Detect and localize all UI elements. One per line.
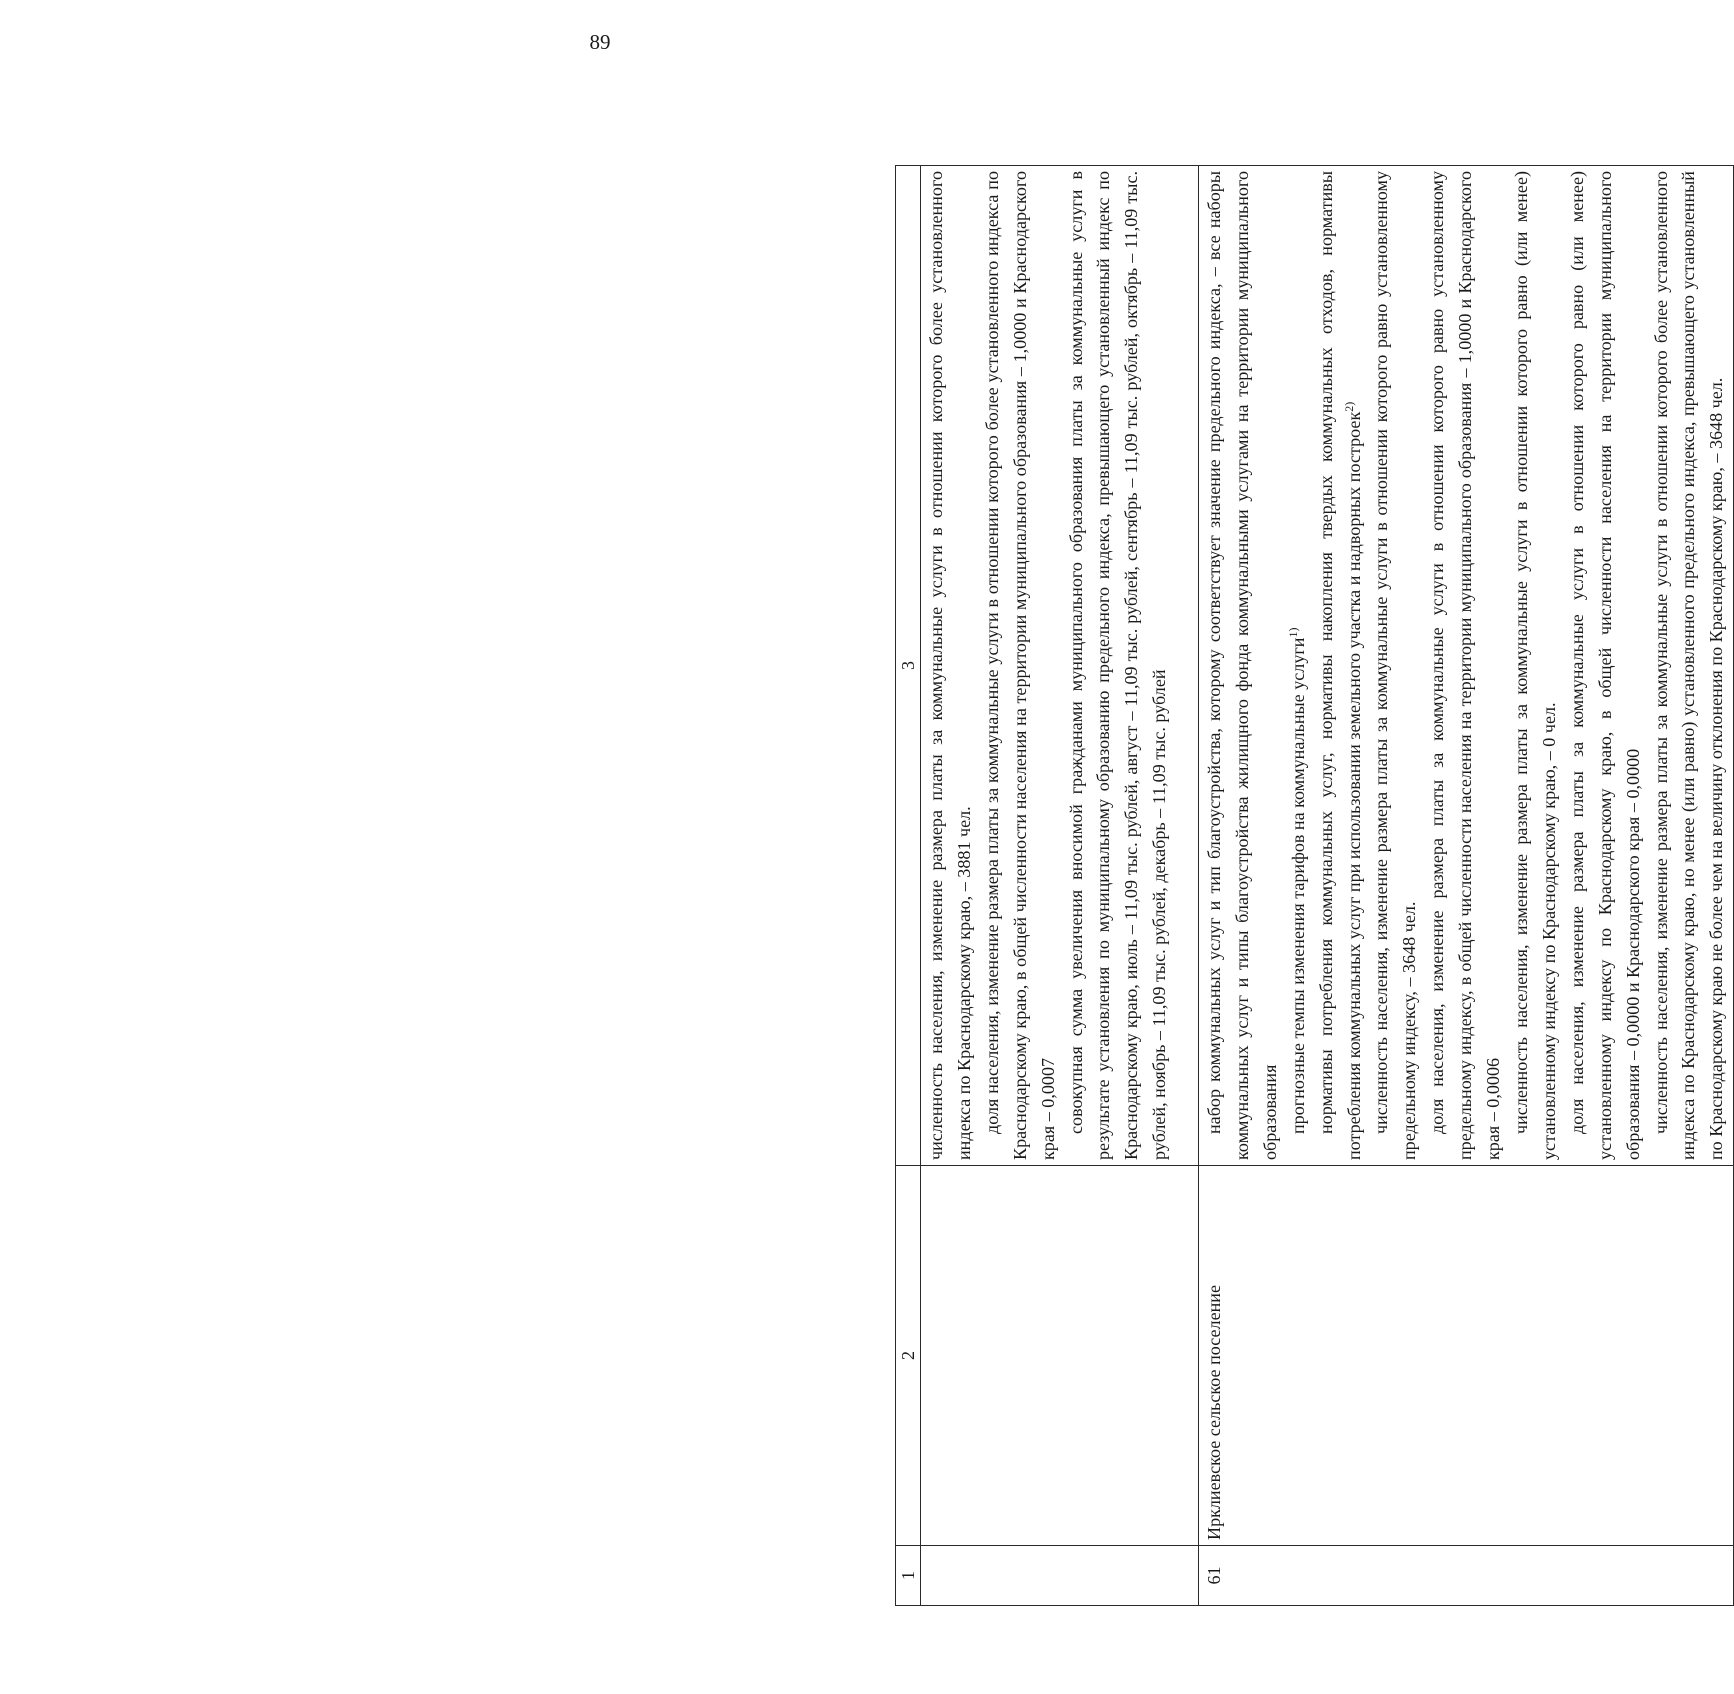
paragraph: численность населения, изменение размера платы за коммунальные услуги в отношении которого более установленного индекса по Краснодарскому краю, – 3881 чел. — [926, 171, 974, 1160]
paragraph: численность населения, изменение размера платы за коммунальные услуги в отношении которого равно установленному предельному индексу, – 3648 чел. — [1371, 171, 1420, 1160]
paragraph: нормативы потребления коммунальных услуг, нормативы накопления твердых коммунальных отходов, нормативы потребления коммунальных услуг при использовании земельного участка и надворных построек — [1315, 171, 1364, 1160]
paragraph: доля населения, изменение размера платы за коммунальные услуги в отношении которого более установленного индекса по Краснодарскому краю, в общей численности населения на территории муниципального образования – 1,0000 и Краснодарского края – 0,0007 — [981, 171, 1058, 1160]
page-number: 89 — [589, 30, 611, 54]
row-description-cell — [1199, 166, 1734, 1166]
row-number-cell — [921, 1546, 1199, 1606]
paragraph: численность населения, изменение размера платы за коммунальные услуги в отношении которого более установленного индекса по Краснодарскому краю, но менее (или равно) установленного предельного индекса, превышающего установленный по Краснодарскому краю не более чем на величину отклонения по Краснодарскому краю, – 3648 чел. — [1650, 171, 1727, 1160]
header-col-2: 2 — [896, 1166, 921, 1546]
header-col-3: 3 — [896, 166, 921, 1166]
header-col-1: 1 — [896, 1546, 921, 1606]
table-row-61 — [1199, 166, 1734, 1606]
table-row-continued — [921, 166, 1199, 1606]
footnote-marker: 1) — [1285, 627, 1300, 638]
row-name-cell: Ирклиевское сельское поселение — [1199, 1166, 1734, 1546]
paragraph: доля населения, изменение размера платы за коммунальные услуги в отношении которого равно установленному предельному индексу, в общей численности населения на территории муниципального образования – 1,0000 и Краснодарского края – 0,0006 — [1427, 171, 1504, 1160]
paragraph: прогнозные темпы изменения тарифов на коммунальные услуги — [1287, 637, 1308, 1134]
row-number-cell: 61 — [1199, 1546, 1734, 1606]
row-description-cell — [921, 166, 1199, 1166]
paragraph: совокупная сумма увеличения вносимой гражданами муниципального образования платы за коммунальные услуги в результате установления по муниципальному образованию предельного индекса, превышающего установленный индекс по Краснодарскому краю, июль – 11,09 тыс. рублей, август – 11,09 тыс. рублей, сентябрь – 11,09 тыс. рублей, октябрь – 11,09 тыс. рублей, ноябрь – 11,09 тыс. рублей, декабрь – 11,09 тыс. рублей — [1065, 171, 1170, 1160]
paragraph: доля населения, изменение размера платы за коммунальные услуги в отношении которого равно (или менее) установленному индексу по Краснодарскому краю, в общей численности населения на территории муниципального образования – 0,0000 и Краснодарского края – 0,0000 — [1566, 171, 1643, 1160]
footnote-marker: 2) — [1341, 401, 1356, 412]
row-name-cell — [921, 1166, 1199, 1546]
paragraph: набор коммунальных услуг и тип благоустройства, которому соответствует значение предельного индекса, – все наборы коммунальных услуг и типы благоустройства жилищного фонда коммунальными услугами на территории муниципального образования — [1204, 171, 1280, 1160]
data-table — [895, 165, 1734, 1606]
paragraph: численность населения, изменение размера платы за коммунальные услуги в отношении которого равно (или менее) установленному индексу по Краснодарскому краю, – 0 чел. — [1510, 171, 1559, 1160]
table-header-row — [896, 166, 921, 1606]
rotated-table-container — [895, 166, 1727, 1606]
